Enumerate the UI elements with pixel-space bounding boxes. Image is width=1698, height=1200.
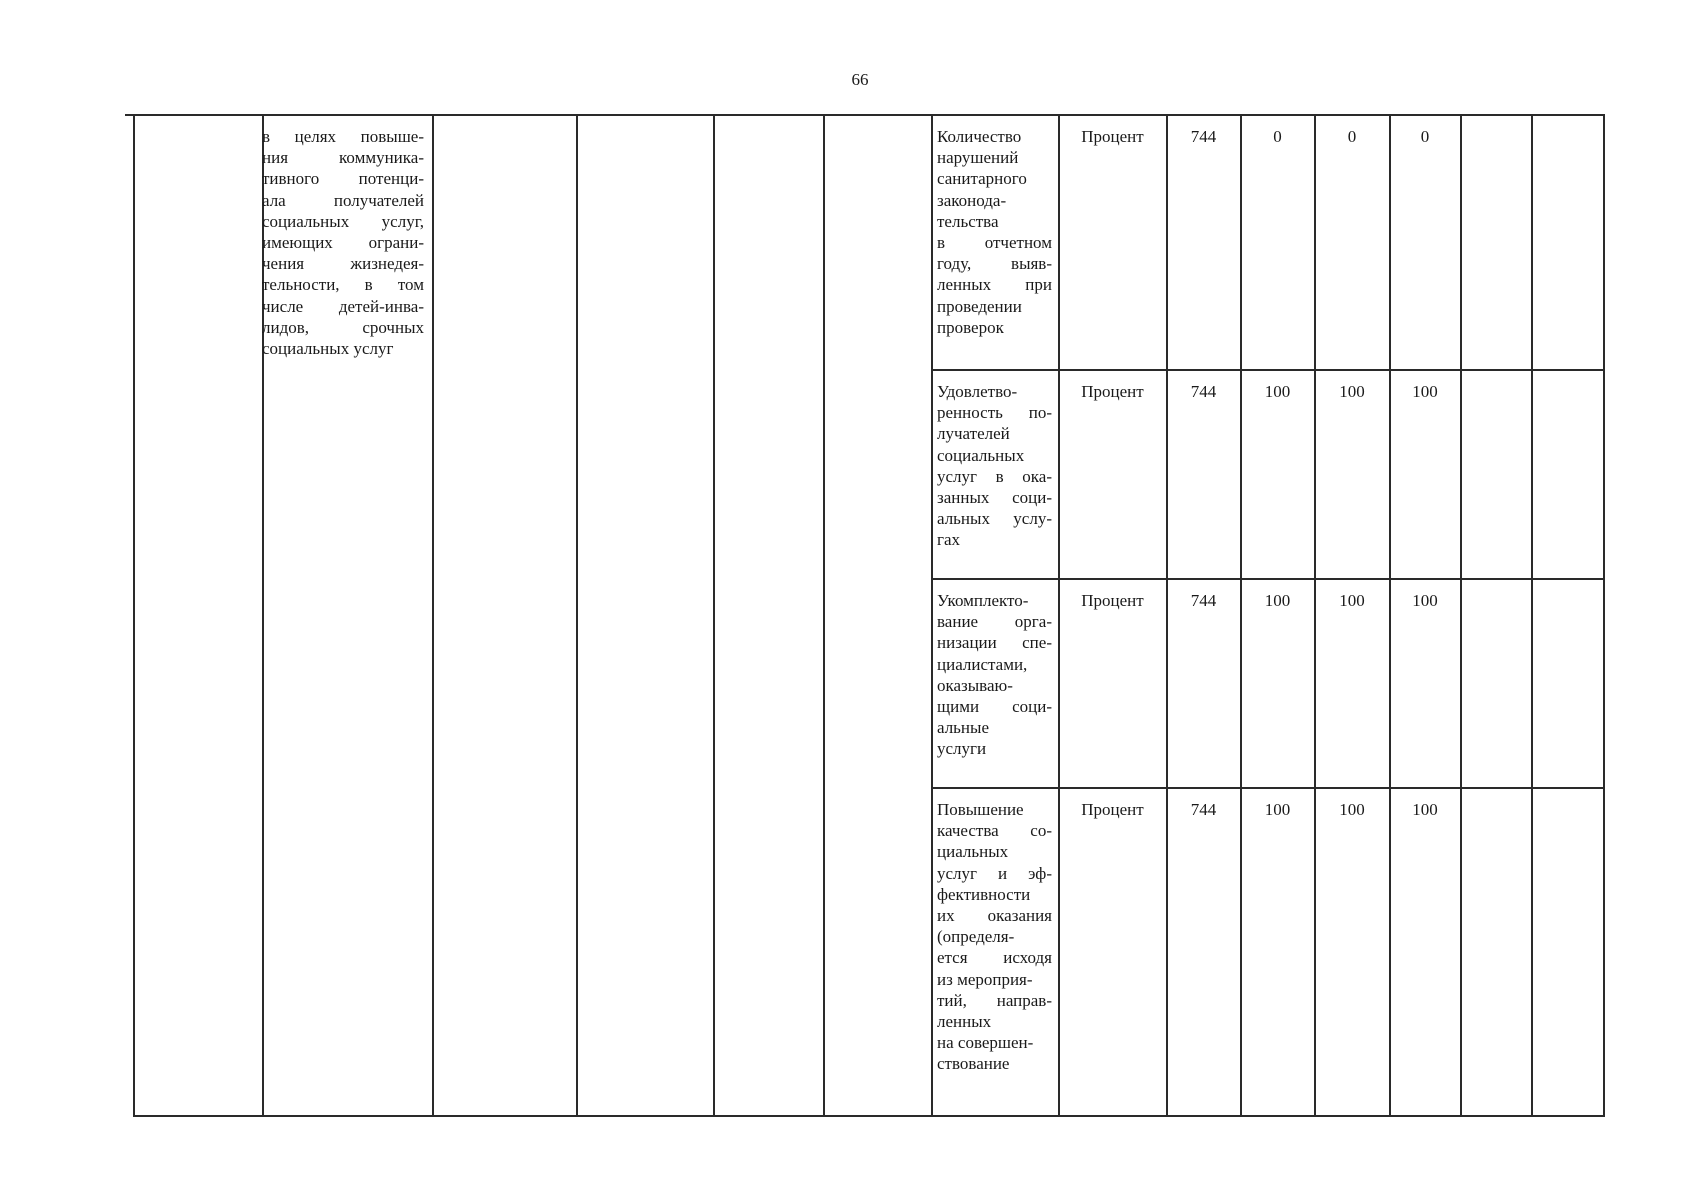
description-line: социальных услуг: [262, 339, 394, 359]
service-description: [262, 126, 424, 359]
indicator-line: услуг в ока-: [937, 466, 1052, 486]
indicator-line: вание орга-: [937, 612, 1052, 632]
indicator-line: циалистами,: [937, 654, 1028, 674]
indicator-line: Удовлетво-: [937, 382, 1018, 401]
column-border: [823, 114, 825, 1116]
indicator-line: (определя-: [937, 927, 1015, 947]
row-divider-3: [931, 787, 1605, 789]
description-line: чения жизнедея-: [262, 254, 424, 274]
indicator-line: санитарного: [937, 169, 1027, 189]
indicator-line: году, выяв-: [937, 254, 1052, 274]
table-top-border: [125, 114, 1605, 116]
indicator-line: гах: [937, 530, 961, 550]
row-divider-2: [931, 578, 1605, 580]
indicator-name: [937, 590, 1052, 760]
indicator-line: нарушений: [937, 148, 1019, 168]
indicator-line: их оказания: [937, 906, 1052, 926]
indicator-name: [937, 799, 1052, 1075]
indicator-line: проведении: [937, 296, 1022, 316]
description-line: имеющих ограни-: [262, 233, 424, 253]
indicator-line: ленных: [937, 1012, 992, 1032]
column-border: [133, 114, 135, 1116]
indicator-line: Количество: [937, 127, 1022, 146]
unit-cell: Процент: [1081, 382, 1144, 401]
column-border: [1531, 114, 1533, 1116]
indicator-line: социальных: [937, 445, 1025, 465]
column-border: [931, 114, 933, 1116]
indicator-line: тельства: [937, 211, 999, 231]
description-line: ния коммуника-: [262, 148, 424, 168]
column-border: [1314, 114, 1316, 1116]
indicator-line: занных соци-: [937, 488, 1052, 508]
value-cell: 0: [1273, 127, 1282, 146]
indicator-line: законода-: [937, 190, 1007, 210]
description-line: ала получателей: [262, 190, 424, 210]
indicator-name: [937, 381, 1052, 551]
description-line: тельности, в том: [262, 275, 424, 295]
indicator-line: низации спе-: [937, 633, 1052, 653]
indicator-line: услуги: [937, 739, 987, 759]
unit-cell: Процент: [1081, 591, 1144, 610]
description-line: лидов, срочных: [262, 317, 424, 337]
value-cell: 100: [1412, 382, 1438, 401]
indicator-line: ется исходя: [937, 948, 1052, 968]
value-cell: 100: [1339, 382, 1365, 401]
value-cell: 100: [1339, 591, 1365, 610]
indicator-line: качества со-: [937, 821, 1052, 841]
indicator-line: из мероприя-: [937, 969, 1033, 989]
indicator-name: [937, 126, 1052, 338]
indicator-line: Повышение: [937, 800, 1024, 819]
code-cell: 744: [1190, 127, 1217, 146]
code-cell: 744: [1190, 382, 1217, 401]
value-cell: 100: [1412, 800, 1438, 819]
page-number: 66: [851, 70, 869, 89]
indicator-line: услуг и эф-: [937, 863, 1052, 883]
value-cell: 100: [1412, 591, 1438, 610]
column-border: [1460, 114, 1462, 1116]
indicator-line: тий, направ-: [937, 990, 1052, 1010]
row-divider-1: [931, 369, 1605, 371]
column-border: [1603, 114, 1605, 1116]
code-cell: 744: [1190, 591, 1217, 610]
value-cell: 100: [1264, 591, 1291, 610]
column-border: [576, 114, 578, 1116]
description-line: в целях повыше-: [262, 127, 424, 146]
unit-cell: Процент: [1081, 800, 1144, 819]
description-line: социальных услуг,: [262, 211, 424, 231]
indicator-line: в отчетном: [937, 233, 1052, 253]
indicator-line: альных услу-: [937, 509, 1052, 529]
column-border: [432, 114, 434, 1116]
column-border: [1058, 114, 1060, 1116]
value-cell: 100: [1264, 382, 1291, 401]
indicator-line: фективности: [937, 884, 1031, 904]
column-border: [1389, 114, 1391, 1116]
indicator-line: ствование: [937, 1054, 1010, 1074]
indicator-line: альные: [937, 718, 989, 738]
value-cell: 0: [1420, 127, 1430, 146]
column-border: [1166, 114, 1168, 1116]
indicator-line: Укомплекто-: [937, 591, 1029, 610]
column-border: [1240, 114, 1242, 1116]
indicator-line: щими соци-: [937, 697, 1052, 717]
description-line: числе детей-инва-: [262, 296, 424, 316]
indicator-line: ленных при: [937, 275, 1052, 295]
value-cell: 100: [1339, 800, 1365, 819]
indicator-line: оказываю-: [937, 675, 1013, 695]
value-cell: 100: [1264, 800, 1291, 819]
unit-cell: Процент: [1081, 127, 1144, 146]
indicator-line: ренность по-: [937, 403, 1052, 423]
value-cell: 0: [1347, 127, 1357, 146]
indicator-line: лучателей: [937, 424, 1010, 444]
table-bottom-border: [133, 1115, 1605, 1117]
indicator-line: циальных: [937, 842, 1009, 862]
description-line: тивного потенци-: [262, 169, 424, 189]
indicator-line: на совершен-: [937, 1033, 1034, 1053]
code-cell: 744: [1190, 800, 1217, 819]
indicator-line: проверок: [937, 317, 1004, 337]
column-border: [713, 114, 715, 1116]
